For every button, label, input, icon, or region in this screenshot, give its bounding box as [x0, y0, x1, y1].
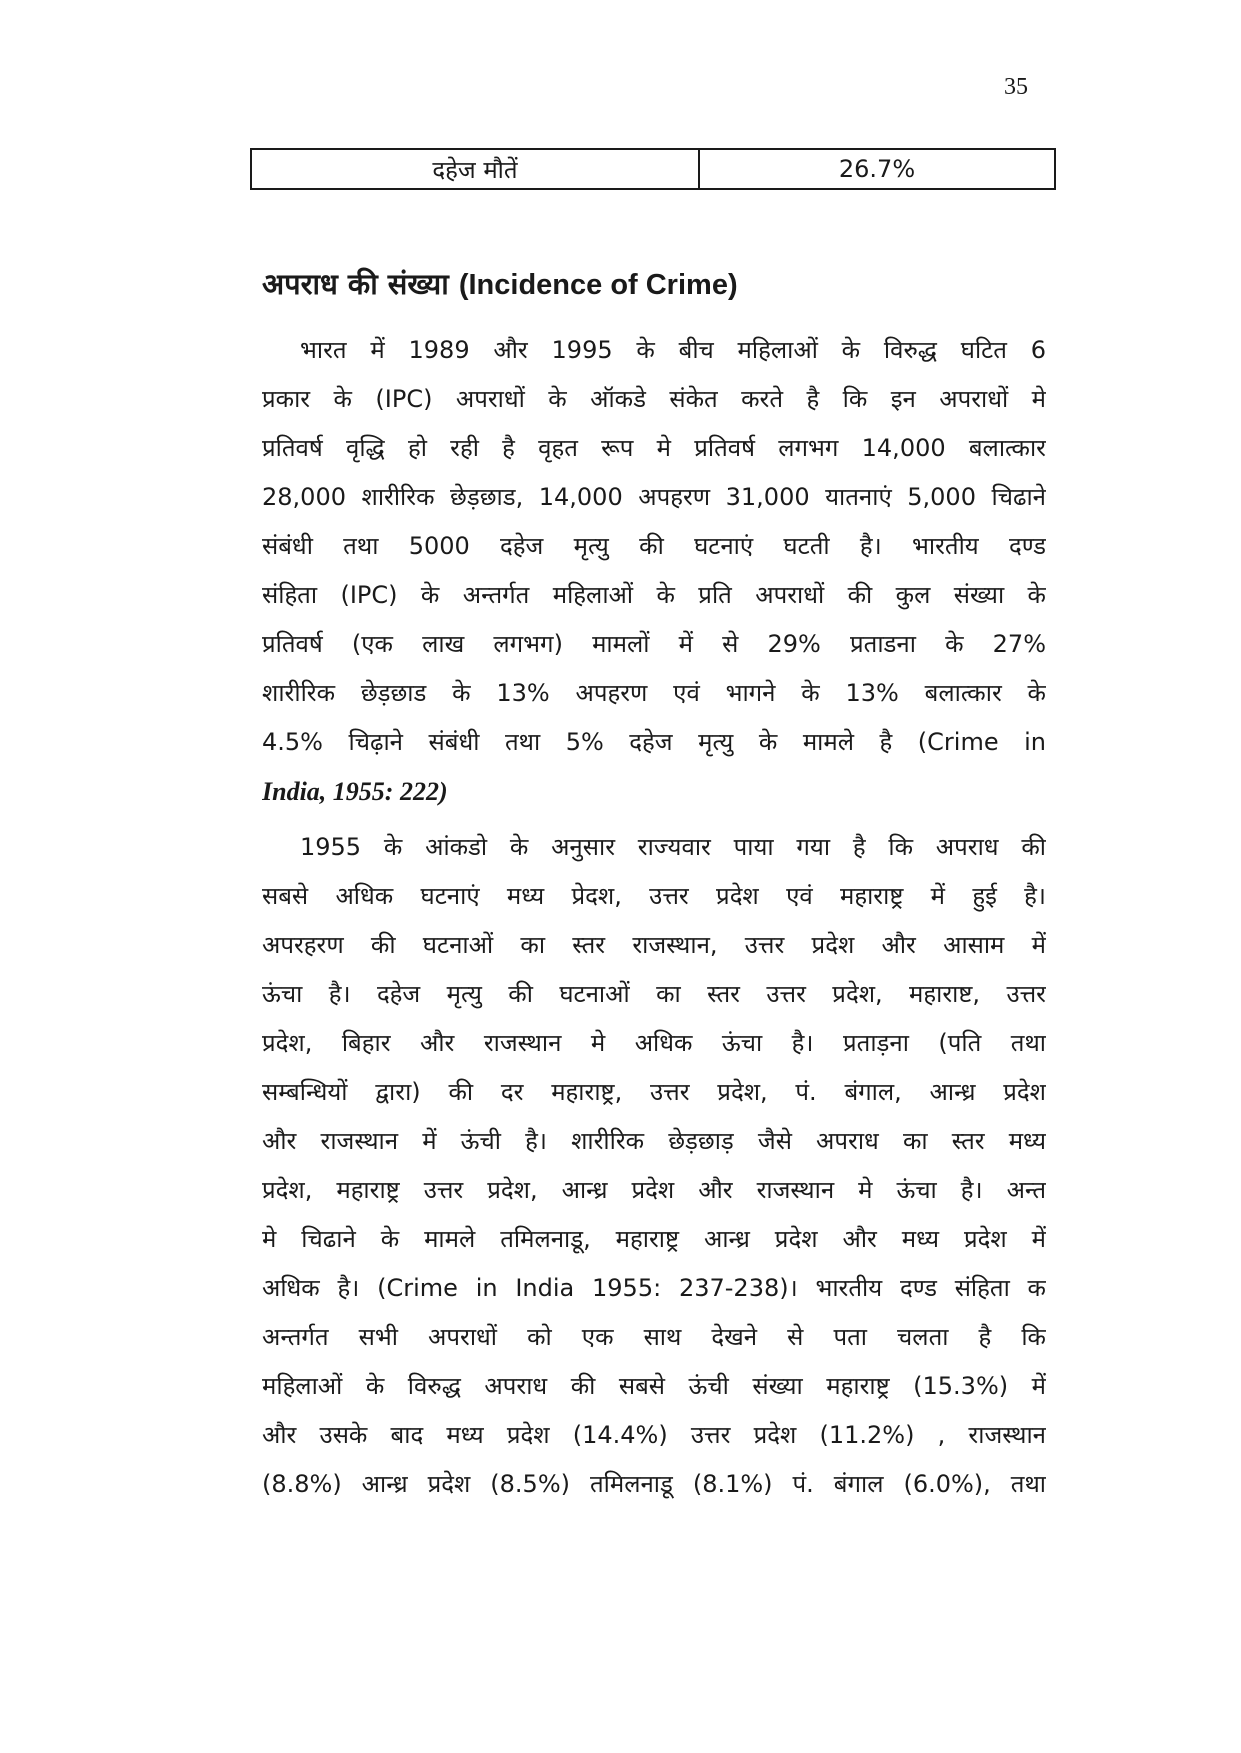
paragraph-line: सबसे अधिक घटनाएं मध्य प्रेदश, उत्तर प्रदेश एवं महाराष्ट्र में हुई है। [262, 882, 1046, 910]
section-heading-hindi: अपराध की संख्या [262, 267, 449, 301]
paragraph-line: अधिक है। (Crime in India 1955: 237-238)। भारतीय दण्ड संहिता क [262, 1274, 1046, 1302]
paragraph-line: (8.8%) आन्ध्र प्रदेश (8.5%) तमिलनाडू (8.1%) पं. बंगाल (6.0%), तथा [262, 1470, 1046, 1498]
paragraph-line: प्रतिवर्ष (एक लाख लगभग) मामलों में से 29% प्रताडना के 27% [262, 630, 1046, 658]
paragraph-line: संहिता (IPC) के अन्तर्गत महिलाओं के प्रति अपराधों की कुल संख्या के [262, 581, 1046, 609]
section-heading-english: (Incidence of Crime) [458, 269, 738, 301]
table-value-cell: 26.7% [699, 149, 1055, 189]
paragraph-line: महिलाओं के विरुद्ध अपराध की सबसे ऊंची संख्या महाराष्ट्र (15.3%) में [262, 1372, 1046, 1400]
paragraph-line: प्रदेश, महाराष्ट्र उत्तर प्रदेश, आन्ध्र प्रदेश और राजस्थान मे ऊंचा है। अन्त [262, 1176, 1046, 1204]
paragraph-line: अन्तर्गत सभी अपराधों को एक साथ देखने से पता चलता है कि [262, 1323, 1046, 1351]
paragraph-line: शारीरिक छेड़छाड के 13% अपहरण एवं भागने के 13% बलात्कार के [262, 679, 1046, 707]
paragraph-line: मे चिढाने के मामले तमिलनाडू, महाराष्ट्र आन्ध्र प्रदेश और मध्य प्रदेश में [262, 1225, 1046, 1253]
table-row [251, 149, 1055, 189]
paragraph-line: 4.5% चिढ़ाने संबंधी तथा 5% दहेज मृत्यु के मामले है (Crime in [262, 728, 1046, 756]
paragraph-crime-statistics [262, 326, 1046, 816]
paragraph-line: प्रदेश, बिहार और राजस्थान मे अधिक ऊंचा है। प्रताड़ना (पति तथा [262, 1029, 1046, 1057]
paragraph-line: ऊंचा है। दहेज मृत्यु की घटनाओं का स्तर उत्तर प्रदेश, महाराष्ट, उत्तर [262, 980, 1046, 1008]
paragraph-line: अपरहरण की घटनाओं का स्तर राजस्थान, उत्तर प्रदेश और आसाम में [262, 931, 1046, 959]
table-label-cell: दहेज मौतें [251, 149, 699, 189]
paragraph-line: 1955 के आंकडो के अनुसार राज्यवार पाया गया है कि अपराध की [300, 833, 1046, 861]
paragraph-statewise-crime [262, 823, 1046, 1509]
page-number: 35 [1004, 74, 1028, 100]
paragraph-line: प्रतिवर्ष वृद्धि हो रही है वृहत रूप मे प्रतिवर्ष लगभग 14,000 बलात्कार [262, 434, 1046, 462]
paragraph-line: सम्बन्धियों द्वारा) की दर महाराष्ट्र, उत्तर प्रदेश, पं. बंगाल, आन्ध्र प्रदेश [262, 1078, 1046, 1106]
paragraph-line: भारत में 1989 और 1995 के बीच महिलाओं के विरुद्ध घटित 6 [300, 336, 1046, 364]
paragraph-line: और राजस्थान में ऊंची है। शारीरिक छेड़छाड़ जैसे अपराध का स्तर मध्य [262, 1127, 1046, 1155]
dowry-deaths-table [250, 148, 1056, 190]
paragraph-line: प्रकार के (IPC) अपराधों के ऑकडे संकेत करते है कि इन अपराधों मे [262, 385, 1046, 413]
section-heading [262, 264, 738, 303]
paragraph-line: संबंधी तथा 5000 दहेज मृत्यु की घटनाएं घटती है। भारतीय दण्ड [262, 532, 1046, 560]
paragraph-line: 28,000 शारीरिक छेड़छाड, 14,000 अपहरण 31,000 यातनाएं 5,000 चिढाने [262, 483, 1046, 511]
paragraph-line: और उसके बाद मध्य प्रदेश (14.4%) उत्तर प्रदेश (11.2%) , राजस्थान [262, 1421, 1046, 1449]
citation-line: India, 1955: 222) [262, 777, 448, 806]
